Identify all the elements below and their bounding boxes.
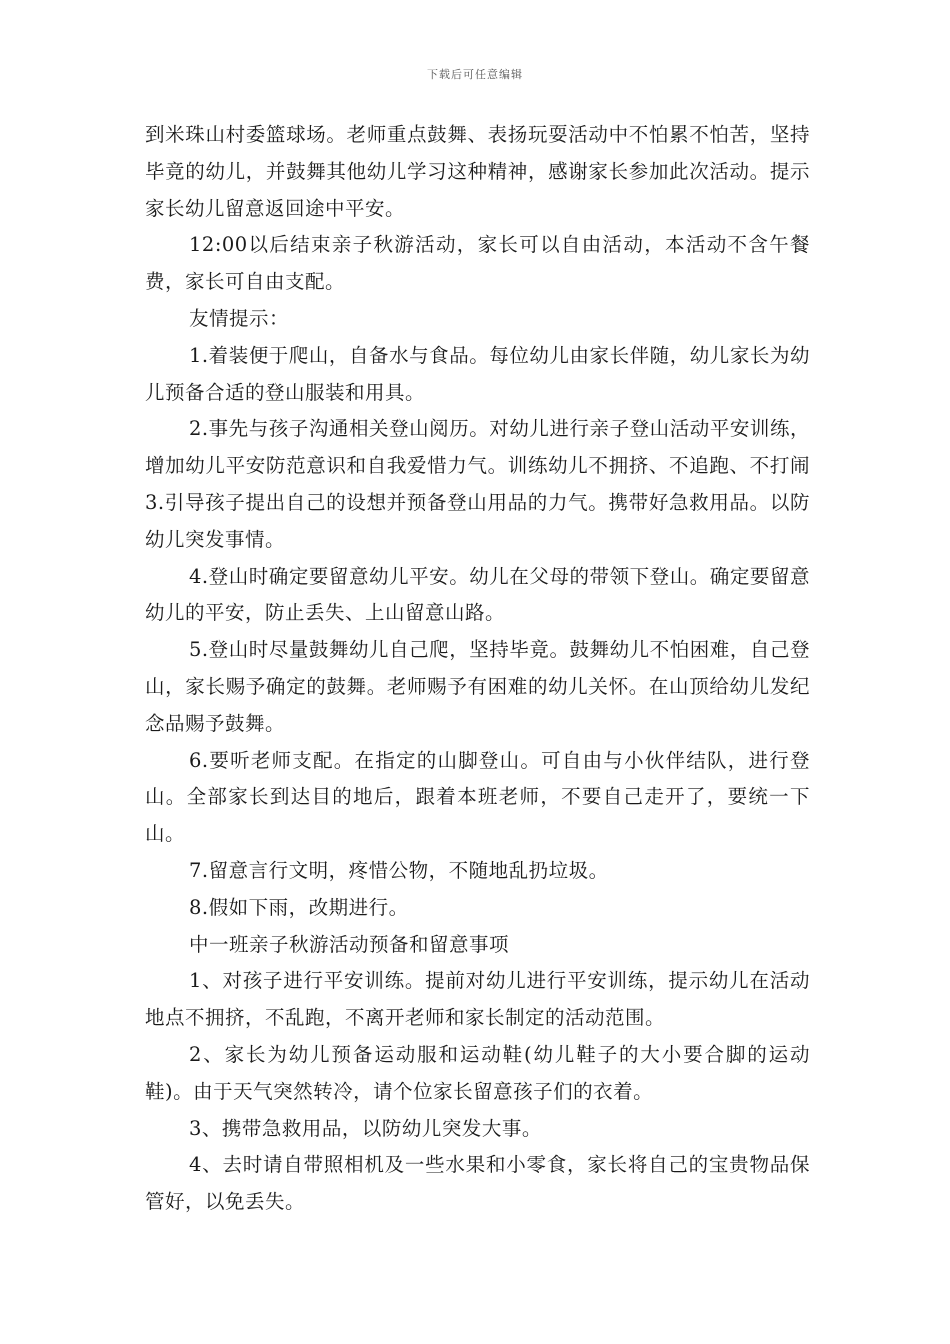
section-heading: 中一班亲子秋游活动预备和留意事项 (189, 932, 510, 956)
paragraph: 2.事先与孩子沟通相关登山阅历。对幼儿进行亲子登山活动平安训练，增加幼儿平安防范意识和自我爱惜力气。训练幼儿不拥挤、不追跑、不打闹 3.引导孩子提出自己的设想并预备登山用品的力气。携带好急救用品。以防幼儿突发事情。 (145, 417, 810, 551)
paragraph: 2、家长为幼儿预备运动服和运动鞋(幼儿鞋子的大小要合脚的运动鞋)。由于天气突然转冷，请个位家长留意孩子们的衣着。 (145, 1042, 810, 1103)
paragraph: 5.登山时尽量鼓舞幼儿自己爬，坚持毕竟。鼓舞幼儿不怕困难，自己登山，家长赐予确定的鼓舞。老师赐予有困难的幼儿关怀。在山顶给幼儿发纪念品赐予鼓舞。 (145, 638, 810, 735)
paragraph: 12:00以后结束亲子秋游活动，家长可以自由活动，本活动不含午餐费，家长可自由支配。 (145, 233, 810, 294)
paragraph: 4.登山时确定要留意幼儿平安。幼儿在父母的带领下登山。确定要留意幼儿的平安，防止丢失、上山留意山路。 (145, 564, 810, 625)
paragraph: 3、携带急救用品，以防幼儿突发大事。 (189, 1116, 542, 1140)
paragraph: 到米珠山村委篮球场。老师重点鼓舞、表扬玩耍活动中不怕累不怕苦，坚持毕竟的幼儿，并鼓舞其他幼儿学习这种精神，感谢家长参加此次活动。提示家长幼儿留意返回途中平安。 (145, 123, 810, 220)
paragraph: 6.要听老师支配。在指定的山脚登山。可自由与小伙伴结队，进行登山。全部家长到达目的地后，跟着本班老师，不要自己走开了，要统一下山。 (145, 748, 810, 846)
document-body (145, 117, 810, 1221)
paragraph: 1.着装便于爬山，自备水与食品。每位幼儿由家长伴随，幼儿家长为幼儿预备合适的登山服装和用具。 (145, 343, 810, 404)
page-header: 下载后可任意编辑 (427, 68, 523, 81)
paragraph: 7.留意言行文明，疼惜公物，不随地乱扔垃圾。 (189, 858, 609, 882)
paragraph: 1、对孩子进行平安训练。提前对幼儿进行平安训练，提示幼儿在活动地点不拥挤，不乱跑，不离开老师和家长制定的活动范围。 (145, 969, 810, 1030)
paragraph: 4、去时请自带照相机及一些水果和小零食，家长将自己的宝贵物品保管好，以免丢失。 (145, 1153, 810, 1214)
paragraph: 8.假如下雨，改期进行。 (189, 895, 409, 919)
paragraph: 友情提示： (189, 306, 290, 330)
